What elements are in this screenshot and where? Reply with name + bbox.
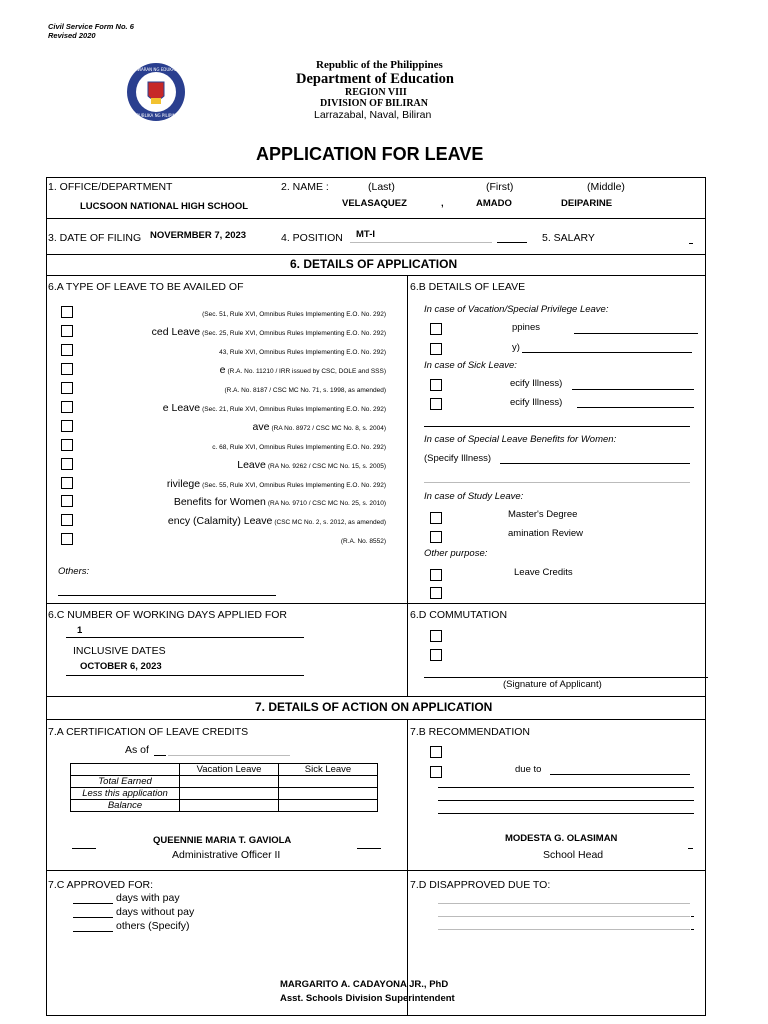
leave-type-checkbox[interactable] (61, 363, 73, 375)
leave-type-item (339, 530, 386, 548)
leave-type-item (174, 492, 386, 510)
working-days-value[interactable]: 1 (77, 625, 83, 636)
leave-type-item (220, 360, 386, 378)
for-approval-checkbox[interactable] (430, 746, 442, 758)
sds-name: MARGARITO A. CADAYONA JR., PhD (280, 979, 449, 990)
credits-header-row (71, 764, 378, 776)
sick-opt1-line[interactable] (572, 389, 694, 390)
sick-opt1-label: ecify Illness) (510, 378, 563, 389)
balance-label: Balance (71, 800, 180, 812)
leave-type-item (163, 398, 386, 416)
vacation-leave-header: Vacation Leave (180, 764, 279, 776)
sick-hospital-checkbox[interactable] (430, 379, 442, 391)
seal-top-text: KAGAWARAN NG EDUKASYON (126, 67, 186, 72)
leave-type-checkbox[interactable] (61, 477, 73, 489)
last-name-label: (Last) (368, 181, 395, 193)
position-value[interactable]: MT-I (356, 229, 375, 240)
leave-type-item (210, 436, 386, 454)
sick-leave-header: Sick Leave (279, 764, 378, 776)
leave-type-item (253, 417, 386, 435)
form-revised: Revised 2020 (48, 31, 96, 40)
division-line: DIVISION OF BILIRAN (320, 98, 428, 109)
leave-type-checkbox[interactable] (61, 495, 73, 507)
recommendation-line-2[interactable] (438, 800, 694, 801)
other-purpose-label: Other purpose: (424, 548, 488, 559)
sick-opt2-line[interactable] (577, 407, 694, 408)
total-earned-vacation-cell[interactable] (180, 776, 279, 788)
certification-label: 7.A CERTIFICATION OF LEAVE CREDITS (48, 726, 249, 738)
section6-divider (46, 275, 706, 276)
section7-top-divider (46, 696, 706, 697)
leave-type-reference: (R.A. No. 8552) (340, 538, 386, 545)
section7-column-divider (407, 719, 408, 1016)
last-name-value[interactable]: VELASAQUEZ (342, 198, 407, 209)
credits-header-blank (71, 764, 180, 776)
working-days-line (66, 637, 304, 638)
disapproved-line-3[interactable] (438, 929, 690, 930)
disapproved-line-1[interactable] (438, 903, 690, 904)
others-specify-label: others (Specify) (116, 920, 190, 932)
leave-type-name: e (219, 364, 226, 376)
others-specify-line[interactable] (73, 931, 113, 932)
leave-type-item (167, 474, 386, 492)
for-disapproval-checkbox[interactable] (430, 766, 442, 778)
leave-type-name: ced Leave (151, 326, 201, 338)
sick-extra-line[interactable] (424, 426, 690, 427)
study-bar-review-checkbox[interactable] (430, 531, 442, 543)
leave-type-name: rivilege (166, 478, 201, 490)
total-earned-label: Total Earned (71, 776, 180, 788)
women-extra-line[interactable] (424, 482, 690, 483)
sick-outpatient-checkbox[interactable] (430, 398, 442, 410)
women-opt-line[interactable] (500, 463, 690, 464)
terminal-leave-checkbox[interactable] (430, 587, 442, 599)
as-of-line[interactable] (168, 755, 290, 756)
leave-type-reference: (R.A. No. 8187 / CSC MC No. 71, s. 1998, as amended) (224, 387, 386, 394)
study-opt1-label: Master's Degree (508, 509, 578, 520)
leave-type-item (168, 511, 386, 529)
leave-type-item (237, 455, 386, 473)
disapproved-line-3-end (691, 929, 694, 930)
days-without-pay-line[interactable] (73, 917, 113, 918)
leave-type-item (152, 322, 386, 340)
sick-opt2-label: ecify Illness) (510, 397, 563, 408)
leave-type-checkbox[interactable] (61, 420, 73, 432)
signature-label: (Signature of Applicant) (503, 679, 602, 690)
first-name-value[interactable]: AMADO (476, 198, 512, 209)
leave-type-reference: (RA No. 8972 / CSC MC No. 8, s. 2004) (271, 425, 386, 432)
table-row (71, 776, 378, 788)
recommendation-label: 7.B RECOMMENDATION (410, 726, 530, 738)
less-application-label: Less this application (71, 788, 180, 800)
vacation-opt2-line[interactable] (522, 352, 692, 353)
office-label: 1. OFFICE/DEPARTMENT (48, 181, 173, 193)
others-line[interactable] (58, 595, 276, 596)
row1-divider (46, 218, 706, 219)
form-number: Civil Service Form No. 6 (48, 22, 134, 31)
leave-type-reference: (Sec. 51, Rule XVI, Omnibus Rules Implementing E.O. No. 292) (202, 311, 386, 318)
less-application-vacation-cell[interactable] (180, 788, 279, 800)
monetization-checkbox[interactable] (430, 569, 442, 581)
leave-type-checkbox[interactable] (61, 514, 73, 526)
officer-line-right (357, 848, 381, 849)
leave-type-checkbox[interactable] (61, 382, 73, 394)
leave-type-checkbox[interactable] (61, 344, 73, 356)
due-to-line[interactable] (550, 774, 690, 775)
leave-type-name: e Leave (162, 402, 201, 414)
leave-type-reference: (Sec. 55, Rule XVI, Omnibus Rules Implementing E.O. No. 292) (202, 482, 386, 489)
vacation-opt1-label: ppines (512, 322, 540, 333)
school-head-title: School Head (543, 849, 604, 861)
salary-line (689, 243, 693, 244)
details-of-leave-label: 6.B DETAILS OF LEAVE (410, 281, 526, 293)
disapproved-line-2-end (691, 916, 694, 917)
sick-case-label: In case of Sick Leave: (424, 360, 517, 371)
study-case-label: In case of Study Leave: (424, 491, 524, 502)
leave-type-checkbox[interactable] (61, 533, 73, 545)
commutation-requested-checkbox[interactable] (430, 649, 442, 661)
section7-divider (46, 719, 706, 720)
vacation-opt1-line[interactable] (574, 333, 698, 334)
leave-type-name: ave (252, 421, 270, 433)
office-value[interactable]: LUCSOON NATIONAL HIGH SCHOOL (80, 201, 249, 212)
officer-title: Administrative Officer II (172, 849, 281, 861)
officer-name: QUEENNIE MARIA T. GAVIOLA (153, 835, 292, 846)
less-application-sick-cell[interactable] (279, 788, 378, 800)
leave-type-name: ency (Calamity) Leave (167, 515, 273, 527)
date-filing-label: 3. DATE OF FILING (48, 232, 142, 244)
seal-bottom-text: REPUBLIKA NG PILIPINAS (131, 113, 181, 118)
sds-title: Asst. Schools Division Superintendent (280, 993, 455, 1004)
leave-type-reference: 43, Rule XVI, Omnibus Rules Implementing E.O. No. 292) (219, 349, 386, 356)
as-of-line-start (154, 755, 166, 756)
due-to-label: due to (515, 764, 542, 775)
study-opt2-label: amination Review (508, 528, 583, 539)
name-label: 2. NAME : (281, 181, 329, 193)
inclusive-dates-value[interactable]: OCTOBER 6, 2023 (80, 661, 162, 672)
school-head-line (688, 848, 693, 849)
region-line: REGION VIII (345, 87, 407, 98)
row2-divider (46, 254, 706, 255)
department-line: Department of Education (296, 71, 454, 87)
table-row (71, 800, 378, 812)
recommendation-line-3[interactable] (438, 813, 694, 814)
approved-for-label: 7.C APPROVED FOR: (48, 879, 154, 891)
leave-type-checkbox[interactable] (61, 458, 73, 470)
vacation-opt2-label: y) (512, 342, 520, 353)
leave-type-reference: (RA No. 9262 / CSC MC No. 15, s. 2005) (267, 463, 386, 470)
leave-type-checkbox[interactable] (61, 401, 73, 413)
leave-credits-table (70, 763, 378, 812)
vacation-within-checkbox[interactable] (430, 323, 442, 335)
days-with-pay-line[interactable] (73, 903, 113, 904)
address-line: Larrazabal, Naval, Biliran (314, 109, 432, 121)
republic-line: Republic of the Philippines (316, 59, 443, 71)
school-head-name: MODESTA G. OLASIMAN (505, 833, 618, 844)
salary-label: 5. SALARY (542, 232, 595, 244)
middle-name-label: (Middle) (587, 181, 625, 193)
type-of-leave-label: 6.A TYPE OF LEAVE TO BE AVAILED OF (48, 281, 244, 293)
leave-type-reference: c. 68, Rule XVI, Omnibus Rules Implementing E.O. No. 292) (212, 444, 386, 451)
commutation-label: 6.D COMMUTATION (410, 609, 508, 621)
leave-type-checkbox[interactable] (61, 306, 73, 318)
commutation-not-requested-checkbox[interactable] (430, 630, 442, 642)
others-label: Others: (58, 566, 90, 577)
leave-type-checkbox[interactable] (61, 439, 73, 451)
leave-type-item (200, 303, 386, 321)
recommendation-line-1[interactable] (438, 787, 694, 788)
middle-name-value[interactable]: DEIPARINE (561, 198, 613, 209)
leave-type-reference: (CSC MC No. 2, s. 2012, as amended) (274, 519, 386, 526)
leave-type-reference: (Sec. 21, Rule XVI, Omnibus Rules Implementing E.O. No. 292) (202, 406, 386, 413)
date-filing-value[interactable]: NOVERMBER 7, 2023 (150, 230, 247, 241)
name-comma: , (441, 198, 444, 209)
first-name-label: (First) (486, 181, 514, 193)
leave-type-item (223, 379, 387, 397)
leave-type-reference: (Sec. 25, Rule XVI, Omnibus Rules Implementing E.O. No. 292) (202, 330, 386, 337)
other-opt1-label: Leave Credits (514, 567, 573, 578)
disapproved-label: 7.D DISAPPROVED DUE TO: (410, 879, 551, 891)
section7-title: 7. DETAILS OF ACTION ON APPLICATION (255, 700, 493, 714)
leave-type-reference: (RA No. 9710 / CSC MC No. 25, s. 2010) (267, 500, 386, 507)
women-case-label: In case of Special Leave Benefits for Women: (424, 434, 617, 445)
study-masters-checkbox[interactable] (430, 512, 442, 524)
section6-title: 6. DETAILS OF APPLICATION (290, 257, 458, 271)
total-earned-sick-cell[interactable] (279, 776, 378, 788)
disapproved-line-2[interactable] (438, 916, 690, 917)
deped-seal (126, 62, 186, 122)
section6-mid-divider (46, 603, 706, 604)
leave-type-reference: (R.A. No. 11210 / IRR issued by CSC, DOLE and SSS) (227, 368, 386, 375)
officer-line-left (72, 848, 96, 849)
days-with-pay-label: days with pay (116, 892, 180, 904)
leave-type-item (217, 341, 386, 359)
table-row (71, 788, 378, 800)
leave-type-name: Benefits for Women (173, 496, 266, 508)
days-without-pay-label: days without pay (116, 906, 195, 918)
position-line-end (497, 242, 527, 243)
as-of-label: As of (125, 744, 149, 756)
balance-sick-cell[interactable] (279, 800, 378, 812)
form-title: APPLICATION FOR LEAVE (256, 144, 484, 164)
position-label: 4. POSITION (281, 232, 343, 244)
balance-vacation-cell[interactable] (180, 800, 279, 812)
working-days-label: 6.C NUMBER OF WORKING DAYS APPLIED FOR (48, 609, 288, 621)
inclusive-dates-label: INCLUSIVE DATES (73, 645, 166, 657)
signature-line[interactable] (424, 677, 708, 678)
leave-type-checkbox[interactable] (61, 325, 73, 337)
inclusive-dates-line (66, 675, 304, 676)
position-line (350, 242, 492, 243)
women-opt-label: (Specify Illness) (424, 453, 492, 464)
leave-type-name: Leave (237, 459, 266, 471)
section7-bottom-divider (46, 870, 706, 871)
vacation-abroad-checkbox[interactable] (430, 343, 442, 355)
section6-column-divider (407, 275, 408, 603)
section6cd-column-divider (407, 603, 408, 696)
vacation-case-label: In case of Vacation/Special Privilege Leave: (424, 304, 609, 315)
